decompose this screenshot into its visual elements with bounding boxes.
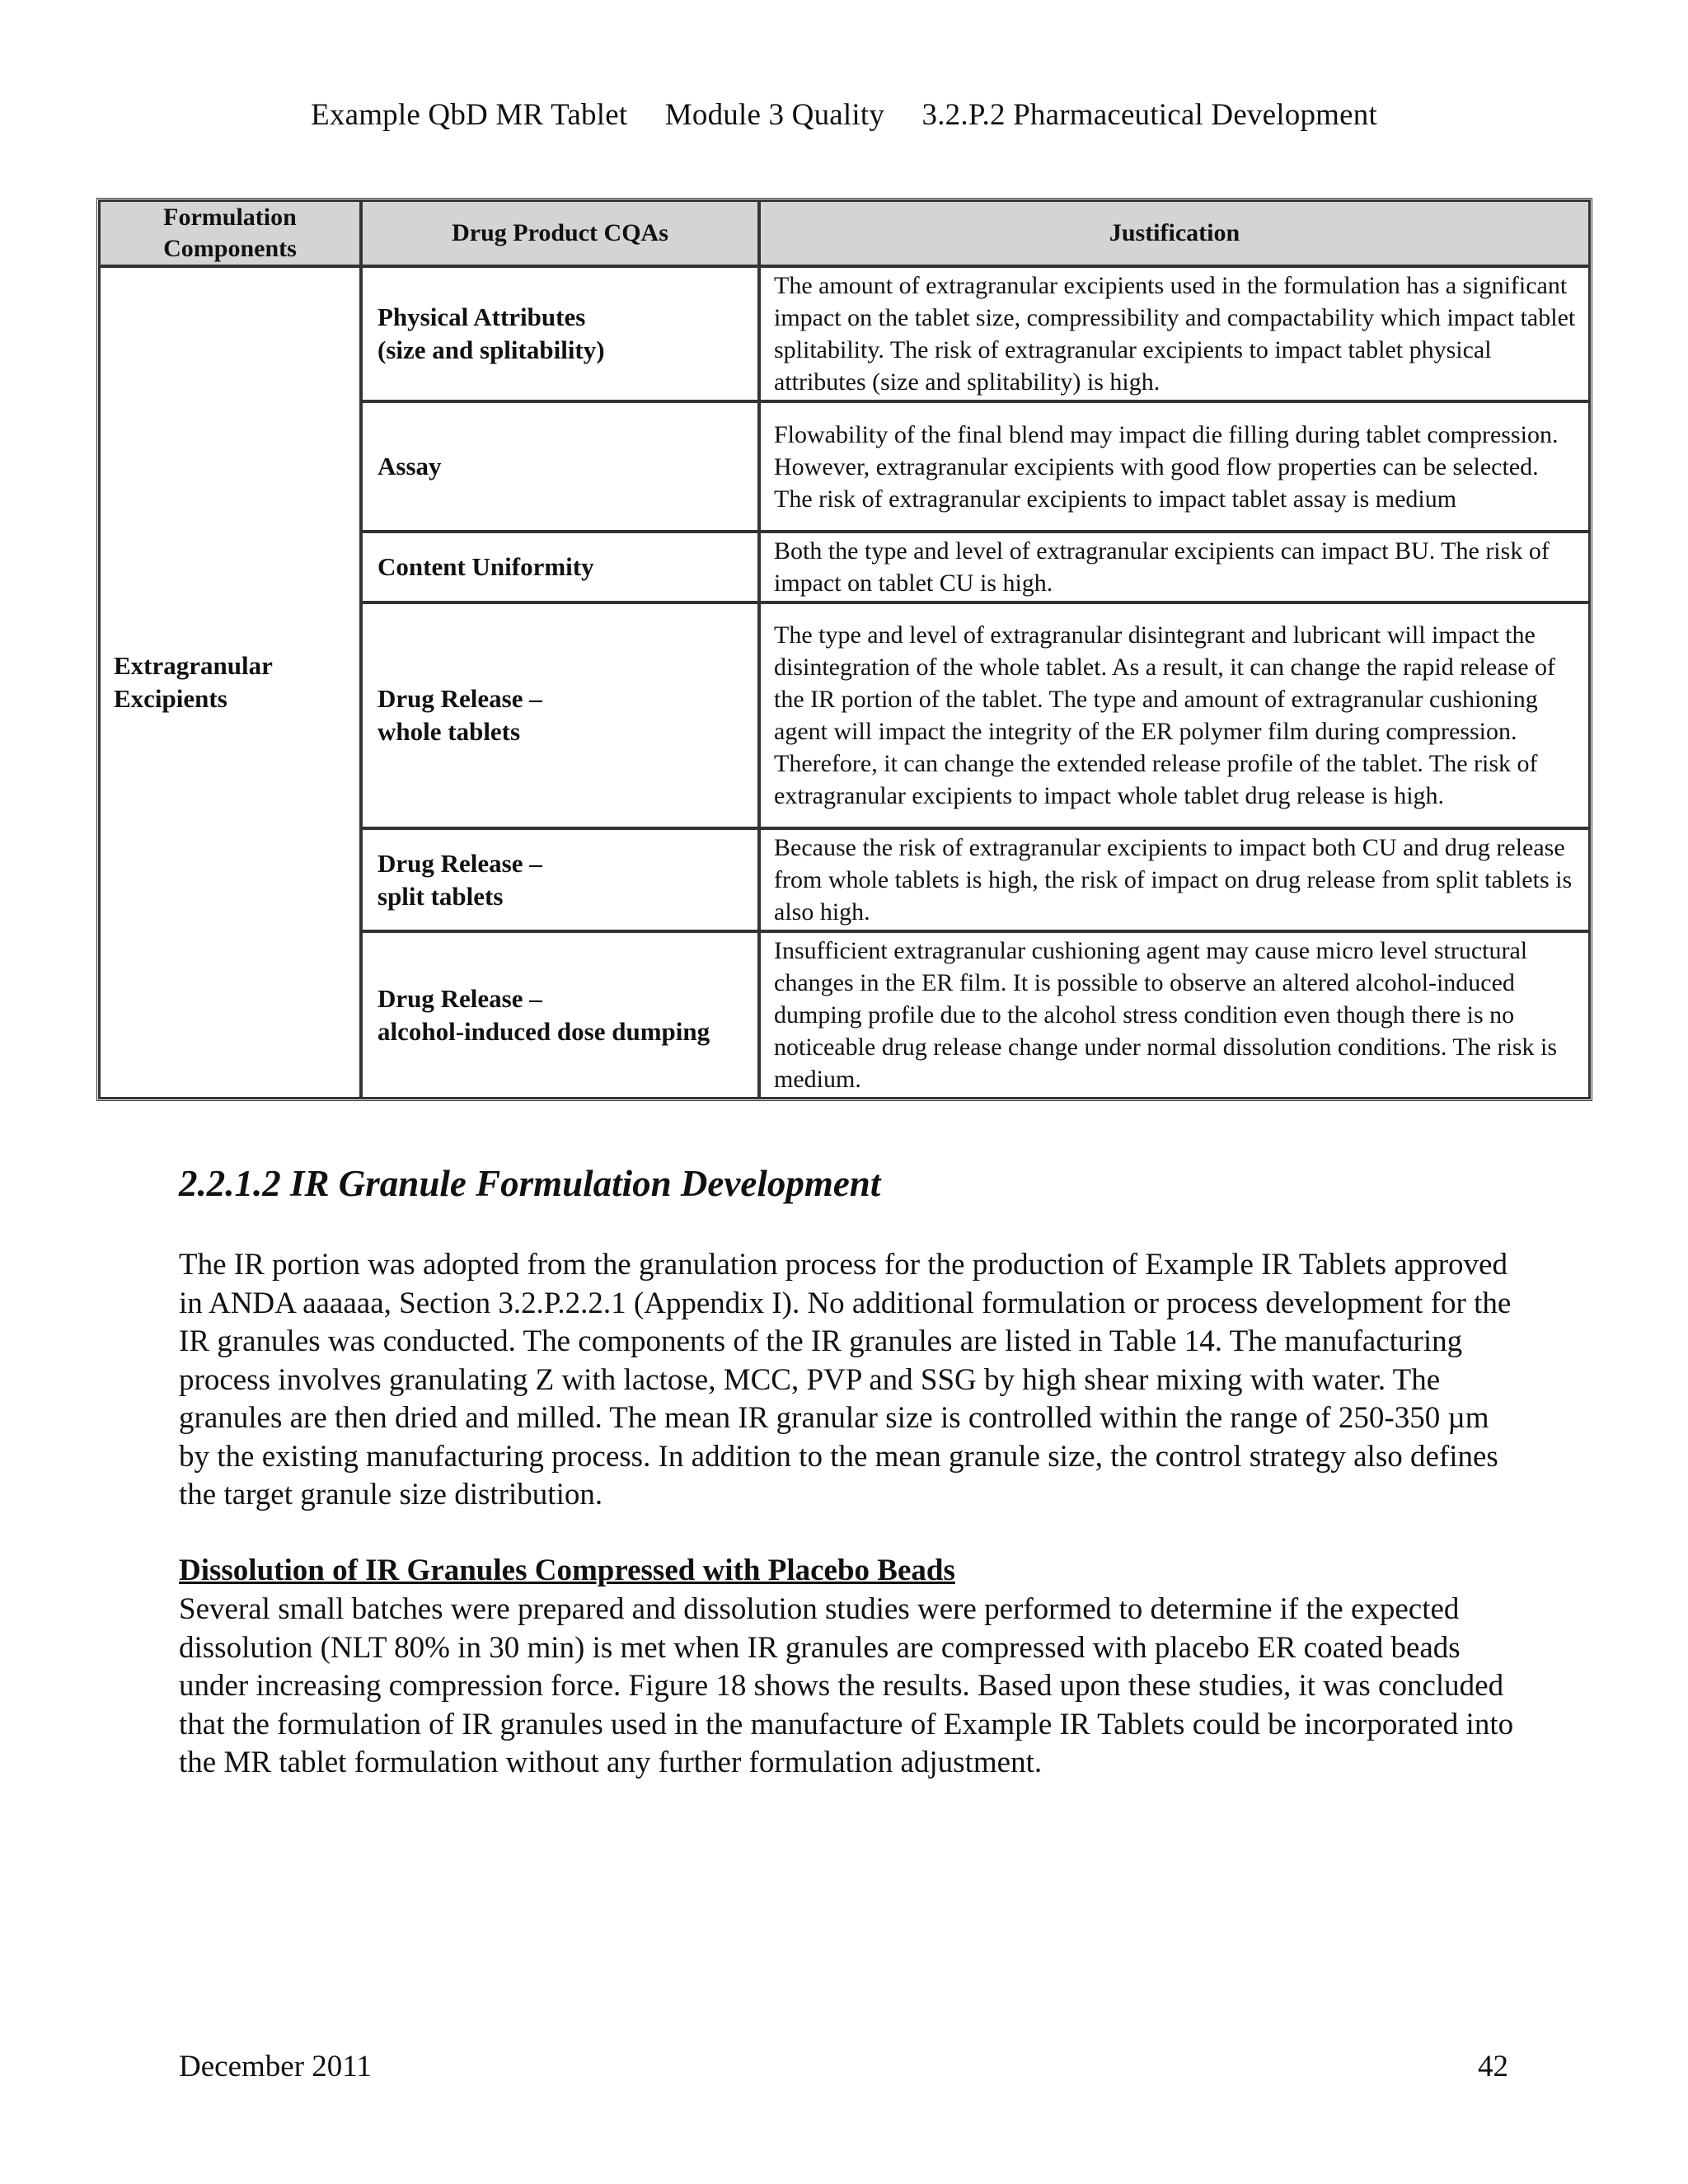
- body-paragraph: The IR portion was adopted from the granulation process for the production of Example IR Tablets approved in ANDA aaaaaa, Section 3.2.P.2.2.1 (Appendix I). No additional formulation or process development for the IR granules was conducted. The components of the IR granules are listed in Table 14. The manufacturing process involves granulating Z with lactose, MCC, PVP and SSG by high shear mixing with water. The granules are then dried and milled. The mean IR granular size is controlled within the range of 250-350 µm by the existing manufacturing process. In addition to the mean granule size, the control strategy also defines the target granule size distribution.: [179, 1248, 1512, 1511]
- header-section: 3.2.P.2 Pharmaceutical Development: [921, 98, 1377, 132]
- cqa-cell: [361, 266, 759, 401]
- cqa-cell: [361, 602, 759, 828]
- cqa-cell: [361, 828, 759, 931]
- cqa-cell: [361, 401, 759, 532]
- component-name: Extragranular Excipients: [114, 651, 273, 713]
- header-module: Module 3 Quality: [664, 98, 885, 132]
- cqa-cell: [361, 532, 759, 602]
- body-paragraph: Several small batches were prepared and dissolution studies were performed to determine if the expected dissolution (NLT 80% in 30 min) is met when IR granules are compressed with placebo ER coated beads under increasing compression force. Figure 18 shows the results. Based upon these studies, it was concluded that the formulation of IR granules used in the manufacture of Example IR Tablets could be incorporated into the MR tablet formulation without any further formulation adjustment.: [179, 1592, 1514, 1779]
- cqa-sublabel: (size and splitability): [377, 335, 605, 364]
- page-header: [0, 97, 1688, 133]
- cqa-sublabel: whole tablets: [377, 717, 521, 746]
- cqa-label: Drug Release –: [377, 983, 542, 1013]
- column-header-components: Formulation Components: [99, 200, 361, 266]
- cqa-label: Assay: [377, 452, 442, 480]
- column-header-cqas: Drug Product CQAs: [361, 200, 759, 266]
- table-header-row: [99, 200, 1590, 266]
- justification-cell: Because the risk of extragranular excipients to impact both CU and drug release from whole tablets is high, the risk of impact on drug release from split tablets is also high.: [759, 828, 1590, 931]
- cqa-sublabel: alcohol-induced dose dumping: [377, 1016, 710, 1046]
- page-number: 42: [1478, 2050, 1508, 2083]
- cqa-label: Content Uniformity: [377, 552, 594, 581]
- cqa-label: Drug Release –: [377, 684, 542, 713]
- risk-assessment-table: [96, 198, 1592, 1101]
- subsection-heading: Dissolution of IR Granules Compressed with Placebo Beads: [179, 1554, 955, 1587]
- header-title: Example QbD MR Tablet: [311, 98, 628, 132]
- justification-cell: Both the type and level of extragranular excipients can impact BU. The risk of impact on tablet CU is high.: [759, 532, 1590, 602]
- section-heading: 2.2.1.2 IR Granule Formulation Development: [179, 1163, 881, 1204]
- justification-cell: Flowability of the final blend may impact die filling during tablet compression. However, extragranular excipients with good flow properties can be selected. The risk of extragranular excipients to impact tablet assay is medium: [759, 401, 1590, 532]
- cqa-label: Physical Attributes: [377, 302, 586, 331]
- justification-cell: Insufficient extragranular cushioning agent may cause micro level structural changes in the ER film. It is possible to observe an altered alcohol-induced dumping profile due to the alcohol stress condition even though there is no noticeable drug release change under normal dissolution conditions. The risk is medium.: [759, 931, 1590, 1099]
- component-cell: [99, 266, 361, 1099]
- column-header-justification: Justification: [759, 200, 1590, 266]
- cqa-label: Drug Release –: [377, 848, 542, 878]
- table-row: [99, 266, 1590, 401]
- justification-cell: The amount of extragranular excipients used in the formulation has a significant impact on the tablet size, compressibility and compactability which impact tablet splitability. The risk of extragranular excipients to impact tablet physical attributes (size and splitability) is high.: [759, 266, 1590, 401]
- footer-date: December 2011: [179, 2050, 372, 2083]
- cqa-sublabel: split tablets: [377, 881, 504, 911]
- cqa-cell: [361, 931, 759, 1099]
- justification-cell: The type and level of extragranular disintegrant and lubricant will impact the disintegration of the whole tablet. As a result, it can change the rapid release of the IR portion of the tablet. The type and amount of extragranular cushioning agent will impact the integrity of the ER polymer film during compression. Therefore, it can change the extended release profile of the tablet. The risk of extragranular excipients to impact whole tablet drug release is high.: [759, 602, 1590, 828]
